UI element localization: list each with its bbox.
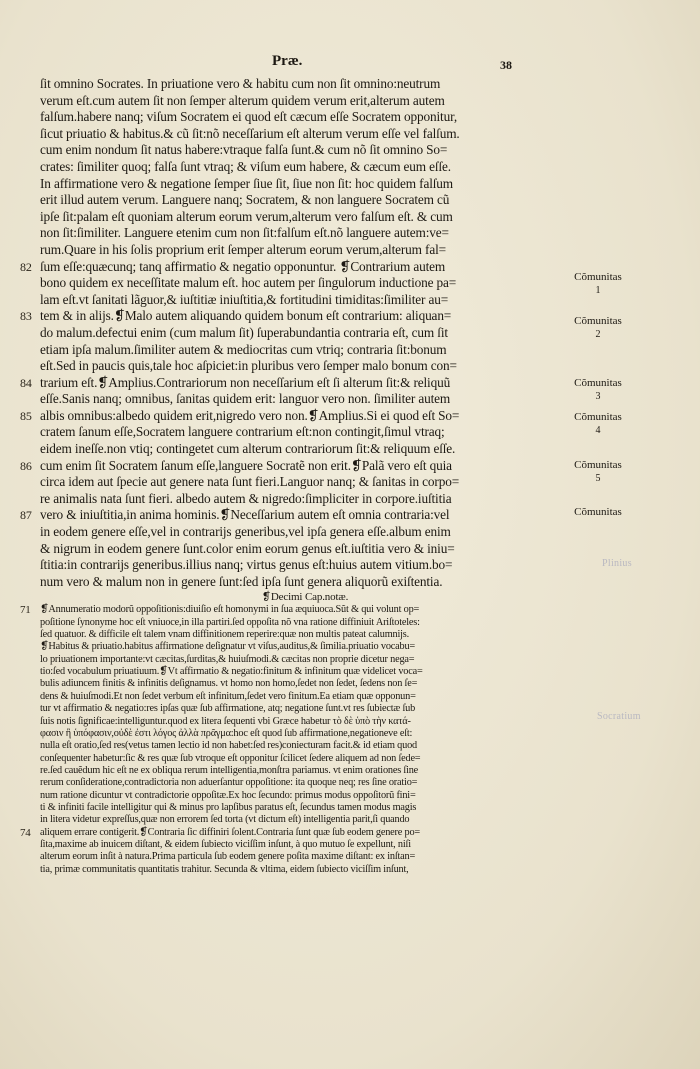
text-line [40,491,570,508]
text-line [40,424,570,441]
commentary-line [40,864,570,876]
text-line [20,507,570,524]
margin-note [553,505,643,519]
line-text: ❡Annumeratio modorũ oppoſitionis:diuiſio eſt homonymi in ſua æquiuoca.Sũt & qui volunt op= [40,604,420,616]
line-text: num vero & malum non in genere ſunt:ſed ipſa ſunt genera aliquorũ exiſtentia. [40,573,443,589]
text-line [40,557,570,574]
commentary-line [40,691,570,703]
text-line [40,524,570,541]
line-text: ſit omnino Socrates. In priuatione vero & habitu cum non ſit omnino:neutrum [40,76,441,91]
line-text: In affirmatione vero & negatione ſemper ſiue ſit, ſiue non ſit: hoc quidem falſum [40,175,453,191]
line-text: albis omnibus:albedo quidem erit,nigredo vero non.❡Amplius.Si ei quod eſt So= [40,407,460,423]
commentary-line [40,802,570,814]
line-text: in litera videtur expreſſus,quæ non errorem ſed torta (vt dictum eſt) intelligentia parit,ſi quando [40,814,410,826]
commentary-line [40,740,570,752]
line-text: num ratione dicuntur vt contradictorie oppoſitæ.Ex hoc ſecundo: primus modus oppoſitorũ fini= [40,789,416,801]
line-text: tio:ſed vocabulum priuatiuum.❡Vt affirmatio & negatio:finitum & infinitum quæ videlicet voca= [40,666,423,678]
line-text: trarium eſt.❡Amplius.Contrariorum non neceſſarium eſt ſi alterum ſit:& reliquũ [40,374,451,390]
commentary-line [40,814,570,826]
commentary-line [40,716,570,728]
text-line [20,374,570,392]
faded-margin-note: Plinius [602,558,632,569]
text-line [40,474,570,491]
line-text: circa idem aut ſpecie aut genere nata ſunt fieri.Languor nanq; & ſanitas in corpo= [40,474,460,490]
margin-note-label: Cõmunitas [574,506,622,518]
text-line [40,325,570,342]
line-text: tia, primæ communitatis quantitatis trahitur. Secunda & vltima, eidem ſubiecto viciſſim inſunt, [40,863,409,875]
text-line [20,457,570,475]
commentary-line [40,777,570,789]
line-text: eſt.Sed in paucis quis,tale hoc aſpiciet:in pluribus vero ſemper malo bonum con= [40,358,457,374]
line-text: nulla eſt oratio,ſed res(vetus tamen lectio id non habet:ſed res)coniecturam facit.& id etiam quod [40,740,417,752]
line-text: rum.Quare in his ſolis proprium erit ſemper alterum eorum verum,alterum fal= [40,241,446,257]
line-text: ſtitia:in contrarijs generibus.illius nanq; virtus genus eſt:huius autem vitium.bo= [40,557,453,573]
commentary-heading: ❡Decimi Cap.notæ. [261,591,349,604]
line-number: 85 [20,408,32,423]
line-number: 86 [20,458,32,473]
text-line [20,308,570,325]
commentary-line [40,654,570,666]
text-line [40,159,570,176]
line-number: 74 [20,826,31,839]
line-text: cum enim nondum ſit natus habere:vtraque falſa ſunt.& cum nõ ſit omnino So= [40,142,448,158]
commentary-line [40,790,570,802]
commentary-line [40,765,570,777]
line-text: erit illud autem verum. Languere nanq; Socratem, & non languere Socratem cũ [40,192,450,208]
margin-note-number: 5 [595,473,601,484]
aristotle-text [20,76,570,590]
line-text: ❡Habitus & priuatio.habitus affirmatione deſignatur vt viſus,auditus,& ſimilia.priuatio vocabu= [40,641,416,653]
text-line [40,126,570,143]
commentary-line [40,629,570,641]
text-line [40,93,570,110]
margin-note [553,458,643,486]
text-line [40,209,570,226]
line-text: aliquem errare contigerit.❡Contraria ſic diffiniri ſolent.Contraria ſunt quæ ſub eodem genere po= [40,826,420,838]
line-number: 87 [20,508,32,523]
line-text: ti & infiniti facile intelligitur qui & minus pro lapſibus paratus eſt, ſecundus tamen modus magis [40,801,417,813]
line-text: dens & huiuſmodi.Et non ſedet verbum eſt infinitum,ſedet vero finitum.Ea etiam quæ opponun= [40,690,416,702]
text-line [20,258,570,276]
commentary-line [40,728,570,740]
text-line [40,109,570,126]
text-line [40,242,570,259]
margin-note-label: Cõmunitas [574,411,622,423]
text-line [20,407,570,425]
line-text: rerum conſideratione,contradictoria non aduerſantur oppoſitione: ita quoque neq; res ſine oratio= [40,777,418,789]
margin-note-label: Cõmunitas [574,377,622,389]
text-line [40,176,570,193]
line-text: lam eſt.vt ſanitati lãguor,& iuſtitiæ iniuſtitia,& fortitudini timiditas:ſimiliter au= [40,291,449,307]
commentary-line [40,753,570,765]
line-text: lo priuationem importante:vt cæcitas,ſurditas,& huiuſmodi.& cæcitas non proprie dicetur nega= [40,653,415,665]
line-text: ſum eſſe:quæcunq; tanq affirmatio & negatio opponuntur. ❡Contrarium autem [40,258,446,274]
line-text: ſuis notis ſignificae:intelliguntur.quod ex litera ſequenti vbi Græce habetur τὸ δὲ ὑπὸ τὴν κατά- [40,715,411,727]
text-line [40,275,570,292]
margin-note-label: Cõmunitas [574,315,622,327]
margin-note-label: Cõmunitas [574,271,622,283]
text-line [40,192,570,209]
line-number: 82 [20,259,32,274]
text-line [40,292,570,309]
line-text: & nigrum in eodem genere ſunt.color enim eorum genus eſt.iuſtitia vero & iniu= [40,540,455,556]
margin-note [553,410,643,438]
commentary-line [40,617,570,629]
margin-note-number: 2 [595,329,601,340]
line-text: etiam ipſa malum.ſimiliter autem & mediocritas cum vtriq; contraria ſit:bonum [40,341,447,357]
line-text: vero & iniuſtitia,in anima hominis.❡Neceſſarium autem eſt omnia contraria:vel [40,507,450,523]
line-text: ipſe ſit:palam eſt quoniam alterum eorum verum,alterum vero falſum eſt. & cum [40,208,453,224]
line-number: 71 [20,604,31,617]
line-number: 83 [20,309,32,324]
text-line [40,342,570,359]
line-text: cum enim ſit Socratem ſanum eſſe,languere Socratẽ non erit.❡Palã vero eſt quia [40,457,452,473]
line-text: bono quidem ex neceſſitate malum eſt. hoc autem per ſingulorum inductione pa= [40,275,457,291]
text-line [40,358,570,375]
line-text: non ſit:ſimiliter. Languere etenim cum non ſit:falſum eſt.nõ languere autem:ve= [40,225,449,241]
line-text: ſed quatuor. & difficile eſt talem vnam diffinitionem reperire:quæ non multis pateat calumnijs. [40,629,409,641]
main-text-block [20,76,570,876]
line-text: re animalis nata ſunt fieri. albedo autem & nigredo:ſimpliciter in corpore.iuſtitia [40,490,452,506]
line-text: re.ſed cauẽdum hic eſt ne ex obliqua rerum intelligentia,monſtra pariamus. vt enim orationes ſine [40,764,419,776]
margin-note-label: Cõmunitas [574,459,622,471]
line-text: crates: ſimiliter quoq; falſa ſunt vtraq; & viſum eum habere, & cæcum eum eſſe. [40,158,451,174]
running-head: Præ. [272,53,303,69]
line-text: ſicut priuatio & habitus.& cũ ſit:nõ neceſſarium eſt alterum verum eſſe vel falſum. [40,125,460,141]
commentary-line [20,826,570,839]
line-text: in eodem genere eſſe,vel in contrarijs generibus,vel ipſa genera eſſe.album enim [40,524,451,540]
line-text: tem & in alijs.❡Malo autem aliquando quidem bonum eſt contrarium: aliquan= [40,308,452,324]
line-text: verum eſt.cum autem ſit non ſemper alterum quidem verum erit,alterum autem [40,92,445,108]
commentary-line [40,851,570,863]
text-line [40,441,570,458]
margin-note [553,314,643,342]
line-text: bulis adiuncem finitis & infinitis deſignamus. vt homo non homo,ſedet non ſedet, ſedens non ſe= [40,678,418,690]
line-text: ſita,maxime ab inuicem diſtant, & eidem ſubiecto viciſſim inſunt, à quo mutuo ſe expellunt, niſi [40,838,411,850]
margin-note [553,270,643,298]
commentary-text [20,604,570,876]
text-line [40,541,570,558]
line-text: alterum eorum inſit à natura.Prima particula ſub eodem genere poſita maxime diſtant: ex inſtan= [40,851,416,863]
text-line [40,225,570,242]
line-text: conſequenter habetur:ſic & res quæ ſub vtroque eſt opponitur ſcilicet ſedere aliquem ad non ſede= [40,752,421,764]
commentary-line [20,604,570,617]
commentary-line [40,641,570,653]
line-text: tur vt affirmatio & negatio:res ipſas quæ ſub affirmatione, atq; negatione ſunt.vt res ſubiectæ ſub [40,703,416,715]
text-line [40,76,570,93]
line-text: cratem ſanum eſſe,Socratem languere contrarium eſt:non contingit,ſimul vtraq; [40,424,445,440]
text-line [40,142,570,159]
text-line [40,574,570,591]
folio-number: 38 [500,58,512,72]
margin-note-number: 1 [595,285,601,296]
margin-note [553,376,643,404]
line-number: 84 [20,375,32,390]
commentary-line [40,678,570,690]
text-line [40,391,570,408]
line-text: eſſe.Sanis nanq; omnibus, ſanitas quidem erit: languor vero non. ſimiliter autem [40,391,451,407]
commentary-line [40,839,570,851]
line-text: do malum.defectui enim (cum malum ſit) ſuperabundantia contraria eſt, cum ſit [40,324,448,340]
line-text: falſum.habere nanq; viſum Socratem ei quod eſt cæcum eſſe Socratem opponitur, [40,109,457,125]
line-text: φασιν ἢ ὑπόφασιν,οὐδὲ ἐστι λόγος ἀλλὰ πρᾶγμα:hoc eſt quod ſub affirmatione,negationeve eſt: [40,727,413,739]
commentary-line [40,666,570,678]
line-text: poſitione ſynonyme hoc eſt vniuoce,in illa partiri.ſed oppoſita nõ vna ratione diffiniuit Ariſtoteles: [40,616,420,628]
line-text: eidem ineſſe.non vtiq; contingetet cum alterum contrariorum ſit:& reliquum eſſe. [40,441,456,457]
margin-note-number: 3 [595,391,601,402]
faded-margin-note: Socratium [597,711,641,722]
commentary-line [40,703,570,715]
margin-note-number: 4 [595,425,601,436]
